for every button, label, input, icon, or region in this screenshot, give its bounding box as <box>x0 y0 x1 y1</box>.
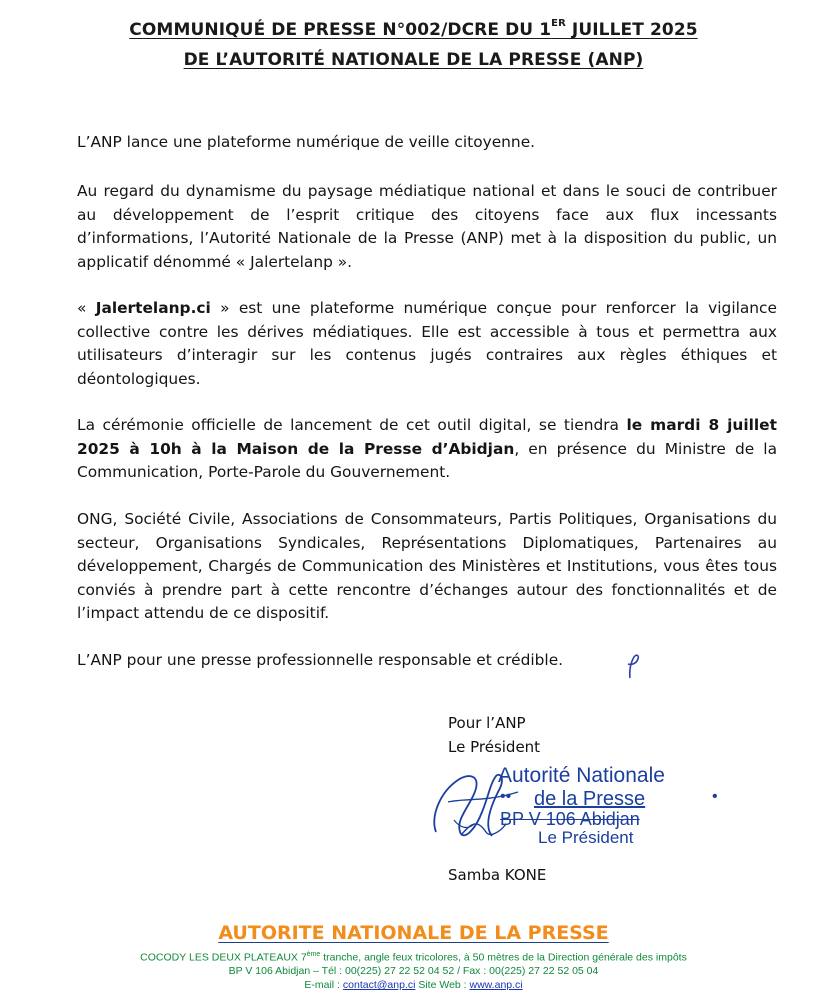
signatory-name: Samba KONE <box>448 866 547 884</box>
ceremony-date-venue: le mardi 8 juillet 2025 à 10h à la Maison de la Presse d’Abidjan <box>77 416 777 458</box>
title-date: JUILLET 2025 <box>565 20 698 40</box>
platform-description: » est une plateforme numérique conçue pour renforcer la vigilance collective contre les dérives médiatiques. Elle est accessible à tous et permettra aux utilisateurs d’interagir sur les contenus jugés contraires aux règles éthiques et déontologiques. <box>77 299 777 388</box>
ceremony-intro: La cérémonie officielle de lancement de cet outil digital, se tiendra <box>77 416 627 434</box>
footer-phone: BP V 106 Abidjan – Tél : 00(225) 27 22 52 04 52 / Fax : 00(225) 27 22 52 05 04 <box>228 965 599 977</box>
paragraph-invitation: ONG, Société Civile, Associations de Consommateurs, Partis Politiques, Organisations du secteur, Organisations Syndicales, Représentations Diplomatiques, Partenaires au développement, Chargés de Communication des Ministères et Institutions, vous êtes tous conviés à prendre part à cette rencontre d’échanges autour des fonctionnalités et de l’impact attendu de ce dispositif. <box>77 510 777 623</box>
footer-address-b: tranche, angle feux tricolores, à 50 mètres de la Direction générale des impôts <box>320 951 687 964</box>
footer-contact <box>0 979 827 991</box>
stamp-dot-icon: •• <box>500 788 512 805</box>
pen-mark-icon <box>622 652 642 680</box>
document-title-line1 <box>0 20 827 40</box>
email-label: E-mail : <box>304 979 343 991</box>
platform-name: Jalertelanp.ci <box>95 299 211 317</box>
footer-organization: AUTORITE NATIONALE DE LA PRESSE <box>218 922 609 944</box>
footer-address-a: COCODY LES DEUX PLATEAUX 7 <box>140 951 307 964</box>
ceremony-end: , en présence du Ministre de la Communication, Porte-Parole du Gouvernement. <box>77 439 778 482</box>
signature-role: Le Président <box>448 738 541 756</box>
stamp-line3: BP V 106 Abidjan <box>500 809 640 829</box>
paragraph-platform <box>77 297 777 391</box>
signature-for: Pour l’ANP <box>448 714 526 732</box>
stamp-line1: Autorité Nationale <box>498 764 665 787</box>
intro-paragraph: L’ANP lance une plateforme numérique de veille citoyenne. <box>77 133 536 151</box>
document-title-line2 <box>0 50 827 70</box>
stamp-line4: Le Président <box>538 828 634 847</box>
paragraph-ceremony <box>77 414 777 485</box>
website-link[interactable]: www.anp.ci <box>469 979 523 991</box>
web-label: Site Web : <box>415 979 470 991</box>
handwritten-signature-icon <box>426 762 536 852</box>
stamp-line2: de la Presse <box>534 788 646 810</box>
title-text: COMMUNIQUÉ DE PRESSE N°002/DCRE DU 1 <box>129 20 552 40</box>
paragraph-context: Au regard du dynamisme du paysage médiatique national et dans le souci de contribuer au développement de l’esprit critique des citoyens face aux flux incessants d’informations, l’Autorité Nationale de la Presse (ANP) met à la disposition du public, un applicatif dénommé « Jalertelanp ». <box>77 182 777 271</box>
footer-address-sup: ème <box>306 951 321 958</box>
email-link[interactable]: contact@anp.ci <box>342 979 416 991</box>
title-superscript: ER <box>551 18 566 29</box>
quote-open: « <box>77 299 96 317</box>
footer-address <box>0 951 827 964</box>
title-issuer: DE L’AUTORITÉ NATIONALE DE LA PRESSE (ANP) <box>183 50 644 70</box>
paragraph-closing: L’ANP pour une presse professionnelle responsable et crédible. <box>77 651 564 669</box>
stamp-dot-icon: • <box>712 788 718 805</box>
